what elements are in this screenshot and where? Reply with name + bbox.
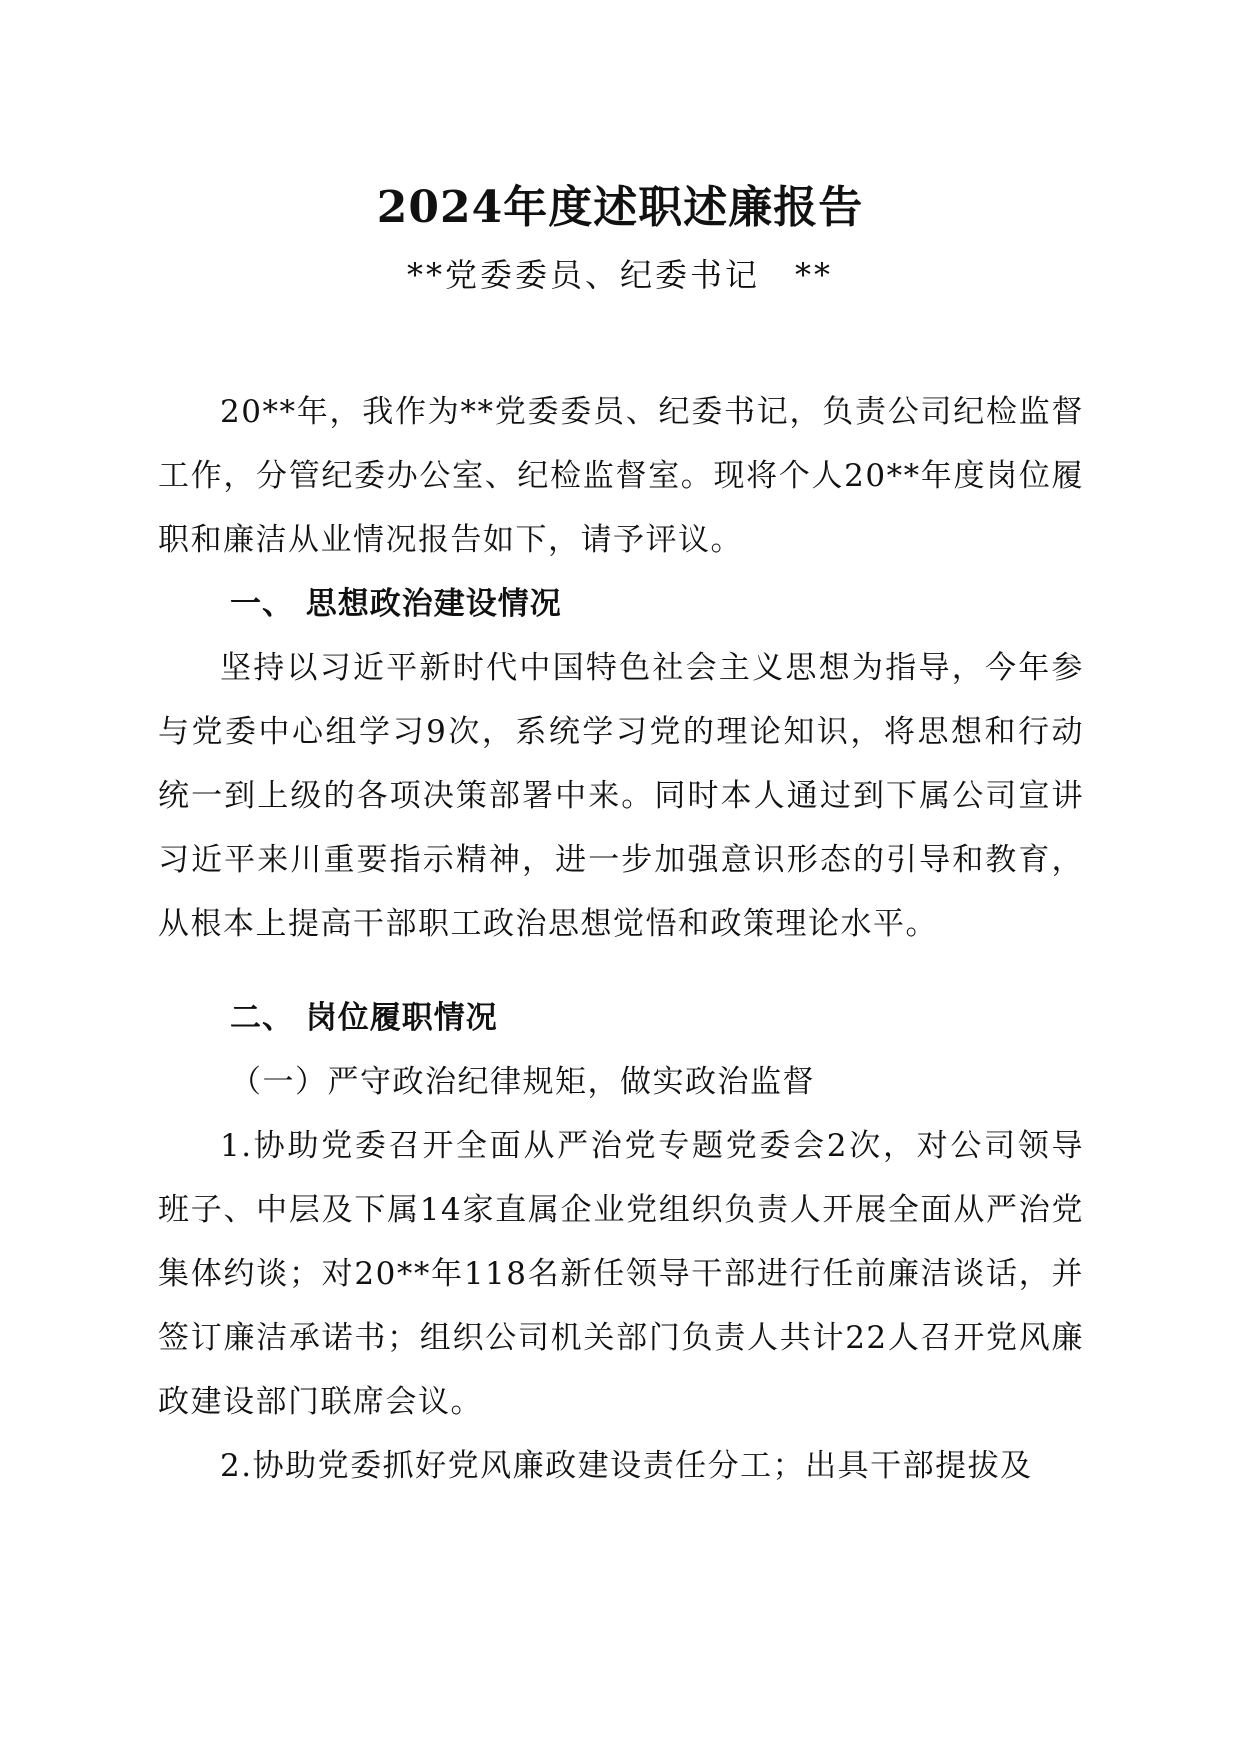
section-heading-ideology: 一、 思想政治建设情况: [230, 586, 562, 622]
section-heading-duties: 二、 岗位履职情况: [230, 1000, 498, 1036]
document-subtitle: **党委委员、纪委书记 **: [406, 256, 833, 294]
list-item-1: 1.协助党委召开全面从严治党专题党委会2次，对公司领导班子、中层及下属14家直属企业党组织负责人开展全面从严治党集体约谈；对20**年118名新任领导干部进行任前廉洁谈话，并签订廉洁承诺书；组织公司机关部门负责人共计22人召开党风廉政建设部门联席会议。: [158, 1128, 1084, 1420]
intro-paragraph: 20**年，我作为**党委委员、纪委书记，负责公司纪检监督工作，分管纪委办公室、纪检监督室。现将个人20**年度岗位履职和廉洁从业情况报告如下，请予评议。: [158, 394, 1084, 558]
subsection-heading-political-discipline: （一）严守政治纪律规矩，做实政治监督: [230, 1064, 815, 1100]
document-title: 2024年度述职述廉报告: [376, 182, 864, 233]
section-paragraph-ideology: 坚持以习近平新时代中国特色社会主义思想为指导，今年参与党委中心组学习9次，系统学习党的理论知识，将思想和行动统一到上级的各项决策部署中来。同时本人通过到下属公司宣讲习近平来川重要指示精神，进一步加强意识形态的引导和教育，从根本上提高干部职工政治思想觉悟和政策理论水平。: [158, 650, 1084, 942]
document-body: [158, 380, 1084, 1498]
list-item-2: 2.协助党委抓好党风廉政建设责任分工；出具干部提拔及: [220, 1448, 1033, 1484]
